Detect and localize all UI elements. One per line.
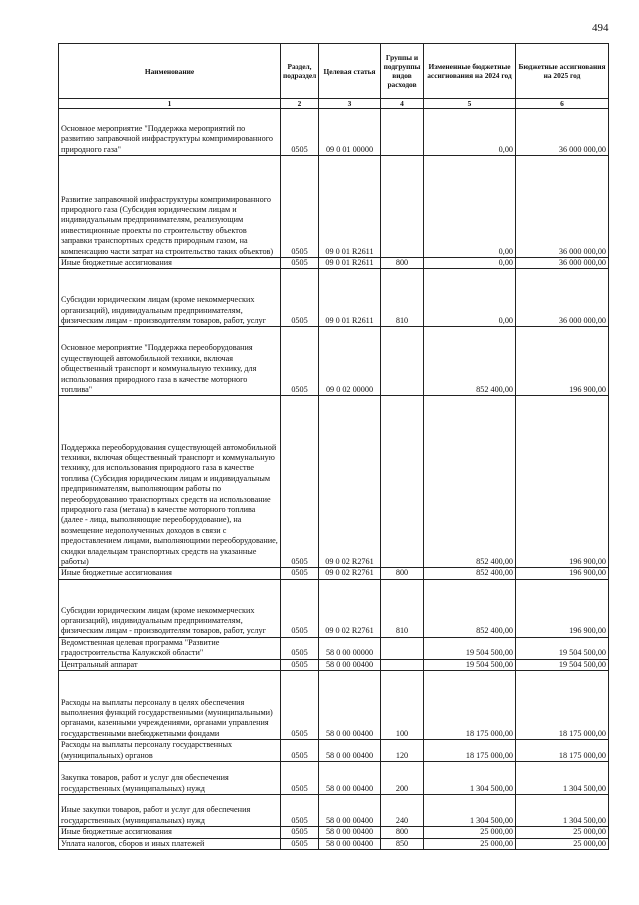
- row-section: 0505: [281, 258, 319, 269]
- page-number: 494: [592, 22, 609, 34]
- row-amount-2025: 36 000 000,00: [516, 269, 609, 327]
- header-section: Раздел, подраздел: [281, 44, 319, 99]
- row-amount-2025: 196 900,00: [516, 568, 609, 579]
- table-row: [59, 671, 609, 740]
- row-amount-2024: 0,00: [424, 109, 516, 156]
- row-section: 0505: [281, 109, 319, 156]
- header-groups: Группы и подгруппы видов расходов: [381, 44, 424, 99]
- row-amount-2025: 1 304 500,00: [516, 762, 609, 795]
- row-name: Поддержка переоборудования существующей автомобильной техники, включая общественный транспорт и коммунальную технику, для использования природного газа в качестве топлива (Субсидия юридическим лицам и индивидуальным предпринимателям, выполняющим работы по переоборудованию транспортных средств на использование природного газа (метана) в качестве моторного топлива (далее - лица, выполняющие переоборудование), на возмещение недополученных доходов в связи с предоставлением лицами, выполняющими переоборудование, скидки владельцам транспортных средств на указанные работы): [59, 396, 281, 568]
- row-name: Ведомственная целевая программа "Развитие градостроительства Калужской области": [59, 637, 281, 659]
- row-section: 0505: [281, 269, 319, 327]
- row-section: 0505: [281, 671, 319, 740]
- row-amount-2024: 0,00: [424, 258, 516, 269]
- column-number: 4: [381, 99, 424, 109]
- row-name: Закупка товаров, работ и услуг для обеспечения государственных (муниципальных) нужд: [59, 762, 281, 795]
- row-amount-2024: 25 000,00: [424, 838, 516, 849]
- table-row: [59, 637, 609, 659]
- row-amount-2024: 1 304 500,00: [424, 762, 516, 795]
- table-row: [59, 740, 609, 762]
- row-target: 58 0 00 00400: [319, 740, 381, 762]
- row-target: 09 0 02 00000: [319, 327, 381, 396]
- row-group: [381, 327, 424, 396]
- row-section: 0505: [281, 579, 319, 637]
- row-target: 09 0 01 R2611: [319, 156, 381, 258]
- table-row: [59, 795, 609, 827]
- row-section: 0505: [281, 838, 319, 849]
- header-name: Наименование: [59, 44, 281, 99]
- row-group: [381, 637, 424, 659]
- row-group: 100: [381, 671, 424, 740]
- row-name: Субсидии юридическим лицам (кроме некоммерческих организаций), индивидуальным предпринимателям, физическим лицам - производителям товаров, работ, услуг: [59, 269, 281, 327]
- row-amount-2025: 25 000,00: [516, 838, 609, 849]
- row-amount-2024: 19 504 500,00: [424, 637, 516, 659]
- header-budget-2025: Бюджетные ассигнования на 2025 год: [516, 44, 609, 99]
- row-target: 58 0 00 00400: [319, 827, 381, 838]
- row-group: 810: [381, 269, 424, 327]
- row-target: 58 0 00 00400: [319, 762, 381, 795]
- column-number: 3: [319, 99, 381, 109]
- header-changed-2024: Измененные бюджетные ассигнования на 2024 год: [424, 44, 516, 99]
- table-row: [59, 827, 609, 838]
- row-target: 09 0 02 R2761: [319, 396, 381, 568]
- column-number: 1: [59, 99, 281, 109]
- row-target: 09 0 01 00000: [319, 109, 381, 156]
- table-row: [59, 762, 609, 795]
- row-amount-2024: 852 400,00: [424, 568, 516, 579]
- table-row: [59, 838, 609, 849]
- row-target: 58 0 00 00400: [319, 795, 381, 827]
- table-row: [59, 327, 609, 396]
- row-group: 800: [381, 258, 424, 269]
- row-amount-2025: 36 000 000,00: [516, 109, 609, 156]
- row-section: 0505: [281, 795, 319, 827]
- column-number: 6: [516, 99, 609, 109]
- row-amount-2025: 36 000 000,00: [516, 156, 609, 258]
- row-name: Иные бюджетные ассигнования: [59, 258, 281, 269]
- row-amount-2025: 196 900,00: [516, 396, 609, 568]
- table-row: [59, 258, 609, 269]
- table-row: [59, 659, 609, 670]
- row-amount-2025: 196 900,00: [516, 579, 609, 637]
- row-name: Центральный аппарат: [59, 659, 281, 670]
- row-target: 09 0 02 R2761: [319, 568, 381, 579]
- row-amount-2025: 25 000,00: [516, 827, 609, 838]
- row-name: Расходы на выплаты персоналу государственных (муниципальных) органов: [59, 740, 281, 762]
- row-section: 0505: [281, 762, 319, 795]
- row-group: 120: [381, 740, 424, 762]
- column-number: 5: [424, 99, 516, 109]
- table-row: [59, 396, 609, 568]
- row-group: 810: [381, 579, 424, 637]
- row-amount-2024: 0,00: [424, 156, 516, 258]
- table-row: [59, 568, 609, 579]
- row-section: 0505: [281, 568, 319, 579]
- budget-table: [58, 43, 609, 850]
- column-number-row: [59, 99, 609, 109]
- row-amount-2024: 852 400,00: [424, 327, 516, 396]
- row-target: 58 0 00 00400: [319, 671, 381, 740]
- row-amount-2025: 196 900,00: [516, 327, 609, 396]
- row-amount-2024: 0,00: [424, 269, 516, 327]
- row-group: 800: [381, 568, 424, 579]
- row-amount-2024: 18 175 000,00: [424, 740, 516, 762]
- row-target: 58 0 00 00400: [319, 659, 381, 670]
- row-name: Основное мероприятие "Поддержка мероприятий по развитию заправочной инфраструктуры компримированного природного газа": [59, 109, 281, 156]
- table-row: [59, 156, 609, 258]
- table-row: [59, 109, 609, 156]
- row-group: [381, 109, 424, 156]
- row-name: Развитие заправочной инфраструктуры компримированного природного газа (Субсидия юридическим лицам и индивидуальным предпринимателям, реализующим инвестиционные проекты по строительству объектов заправки транспортных средств природным газом, на компенсацию части затрат на строительство таких объектов): [59, 156, 281, 258]
- row-target: 09 0 02 R2761: [319, 579, 381, 637]
- row-amount-2025: 1 304 500,00: [516, 795, 609, 827]
- row-amount-2025: 36 000 000,00: [516, 258, 609, 269]
- row-section: 0505: [281, 156, 319, 258]
- row-section: 0505: [281, 740, 319, 762]
- header-target: Целевая статья: [319, 44, 381, 99]
- row-name: Иные бюджетные ассигнования: [59, 827, 281, 838]
- row-group: [381, 659, 424, 670]
- row-section: 0505: [281, 659, 319, 670]
- table-row: [59, 269, 609, 327]
- row-amount-2024: 1 304 500,00: [424, 795, 516, 827]
- row-name: Иные закупки товаров, работ и услуг для обеспечения государственных (муниципальных) нужд: [59, 795, 281, 827]
- row-amount-2024: 18 175 000,00: [424, 671, 516, 740]
- row-amount-2025: 19 504 500,00: [516, 659, 609, 670]
- row-amount-2024: 852 400,00: [424, 579, 516, 637]
- row-name: Субсидии юридическим лицам (кроме некоммерческих организаций), индивидуальным предпринимателям, физическим лицам - производителям товаров, работ, услуг: [59, 579, 281, 637]
- row-amount-2025: 18 175 000,00: [516, 671, 609, 740]
- row-target: 09 0 01 R2611: [319, 258, 381, 269]
- row-group: [381, 156, 424, 258]
- row-section: 0505: [281, 827, 319, 838]
- row-amount-2025: 18 175 000,00: [516, 740, 609, 762]
- row-section: 0505: [281, 396, 319, 568]
- row-section: 0505: [281, 637, 319, 659]
- row-name: Основное мероприятие "Поддержка переоборудования существующей автомобильной техники, включая общественный транспорт и коммунальную технику, для использования природного газа в качестве моторного топлива": [59, 327, 281, 396]
- row-amount-2025: 19 504 500,00: [516, 637, 609, 659]
- row-group: 850: [381, 838, 424, 849]
- row-group: 800: [381, 827, 424, 838]
- table-row: [59, 579, 609, 637]
- column-number: 2: [281, 99, 319, 109]
- row-group: 200: [381, 762, 424, 795]
- row-amount-2024: 25 000,00: [424, 827, 516, 838]
- row-group: 240: [381, 795, 424, 827]
- row-name: Иные бюджетные ассигнования: [59, 568, 281, 579]
- row-target: 58 0 00 00000: [319, 637, 381, 659]
- row-section: 0505: [281, 327, 319, 396]
- row-target: 09 0 01 R2611: [319, 269, 381, 327]
- row-target: 58 0 00 00400: [319, 838, 381, 849]
- header-row: [59, 44, 609, 99]
- row-group: [381, 396, 424, 568]
- row-amount-2024: 19 504 500,00: [424, 659, 516, 670]
- row-amount-2024: 852 400,00: [424, 396, 516, 568]
- row-name: Расходы на выплаты персоналу в целях обеспечения выполнения функций государственными (муниципальными) органами, казенными учреждениями, органами управления государственными внебюджетными фондами: [59, 671, 281, 740]
- row-name: Уплата налогов, сборов и иных платежей: [59, 838, 281, 849]
